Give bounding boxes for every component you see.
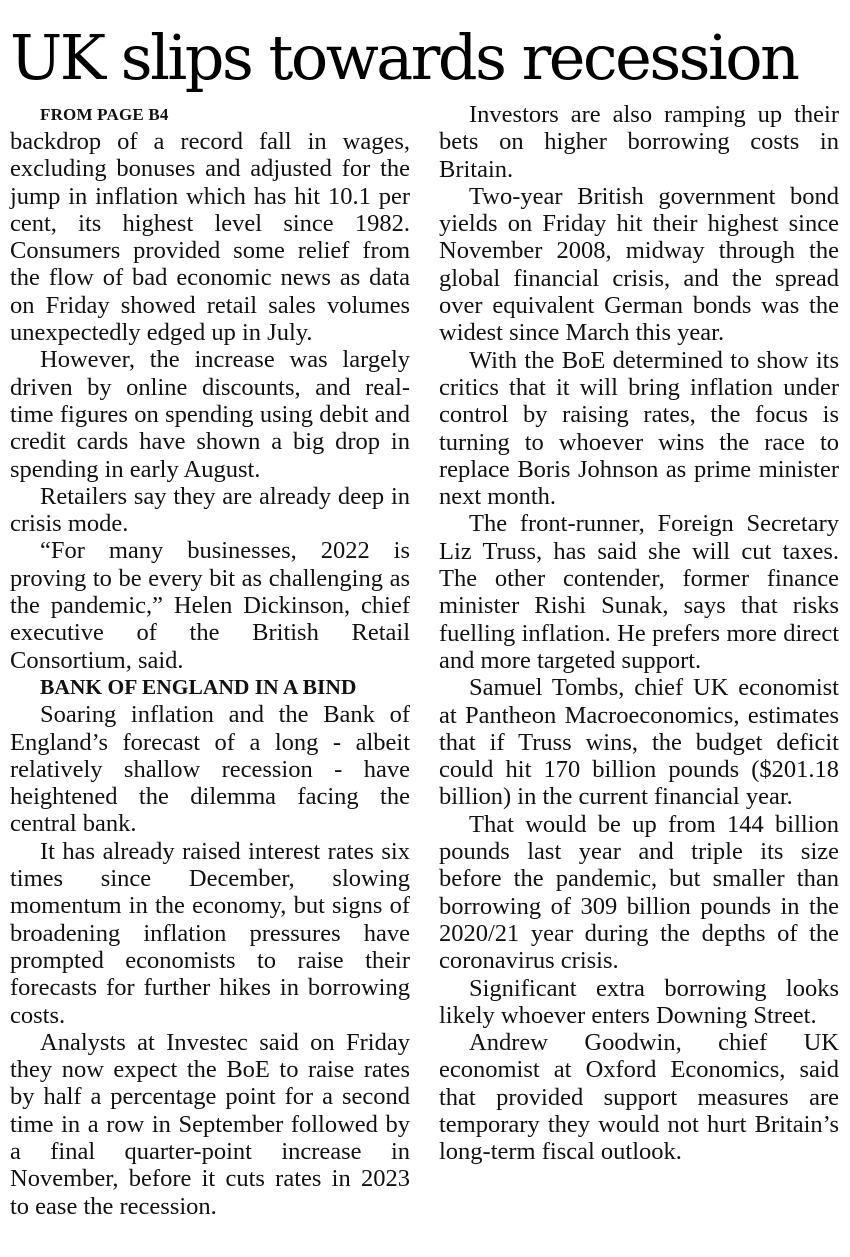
- article-paragraph: Investors are also ramping up their bets on higher borrowing costs in Britain.: [439, 101, 839, 183]
- article-paragraph: With the BoE determined to show its critics that it will bring inflation under control by raising rates, the focus is turning to whoever wins the race to replace Boris Johnson as prime minister next month.: [439, 346, 839, 511]
- headline: UK slips towards recession: [10, 21, 798, 94]
- section-subhead: BANK OF ENGLAND IN A BIND: [40, 674, 357, 699]
- article-paragraph: Soaring inflation and the Bank of England’s forecast of a long - albeit relatively shallow recession - have heightened the dilemma facing the central bank.: [10, 701, 410, 838]
- article-column-left: [10, 101, 410, 1220]
- article-paragraph: “For many businesses, 2022 is proving to be every bit as challenging as the pandemic,” Helen Dickinson, chief executive of the British Retail Consortium, said.: [10, 537, 410, 674]
- continuation-kicker: FROM PAGE B4: [40, 105, 169, 124]
- article-column-right: [439, 101, 839, 1166]
- article-paragraph: Analysts at Investec said on Friday they now expect the BoE to raise rates by half a percentage point for a second time in a row in September followed by a final quarter-point increase in November, before it cuts rates in 2023 to ease the recession.: [10, 1028, 410, 1220]
- article-paragraph: Samuel Tombs, chief UK economist at Pantheon Macroeconomics, estimates that if Truss wins, the budget deficit could hit 170 billion pounds ($201.18 billion) in the current financial year.: [439, 674, 839, 811]
- article-paragraph: However, the increase was largely driven by online discounts, and real-time figures on spending using debit and credit cards have shown a big drop in spending in early August.: [10, 346, 410, 483]
- article-paragraph: It has already raised interest rates six times since December, slowing momentum in the economy, but signs of broadening inflation pressures have prompted economists to raise their forecasts for further hikes in borrowing costs.: [10, 837, 410, 1029]
- article-paragraph: The front-runner, Foreign Secretary Liz Truss, has said she will cut taxes. The other contender, former finance minister Rishi Sunak, says that risks fuelling inflation. He prefers more direct and more targeted support.: [439, 510, 839, 674]
- article-paragraph: That would be up from 144 billion pounds last year and triple its size before the pandemic, but smaller than borrowing of 309 billion pounds in the 2020/21 year during the depths of the coronavirus crisis.: [439, 810, 839, 975]
- article-paragraph: Significant extra borrowing looks likely whoever enters Downing Street.: [439, 974, 839, 1029]
- article-paragraph: Retailers say they are already deep in crisis mode.: [10, 482, 410, 538]
- article-paragraph: backdrop of a record fall in wages, excluding bonuses and adjusted for the jump in inflation which has hit 10.1 per cent, its highest level since 1982. Consumers provided some relief from the flow of bad economic news as data on Friday showed retail sales volumes unexpectedly edged up in July.: [10, 128, 410, 347]
- article-paragraph: Andrew Goodwin, chief UK economist at Oxford Economics, said that provided support measures are temporary they would not hurt Britain’s long-term fiscal outlook.: [439, 1029, 839, 1166]
- article-paragraph: Two-year British government bond yields on Friday hit their highest since November 2008, midway through the global financial crisis, and the spread over equivalent German bonds was the widest since March this year.: [439, 182, 839, 347]
